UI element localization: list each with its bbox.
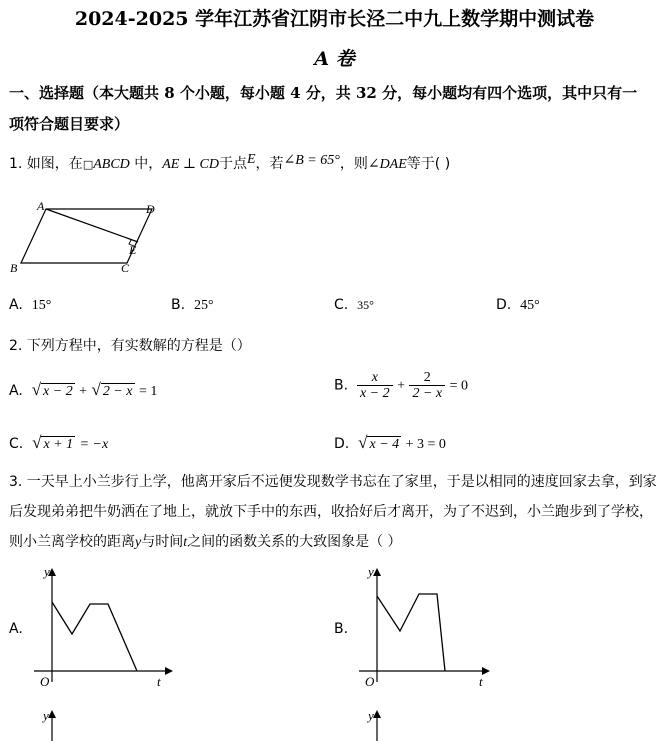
question-3-line1: 3. 一天早上小兰步行上学，他离开家后不远便发现数学书忘在了家里，于是以相同的速度回家去拿，到家 — [9, 474, 657, 490]
radical-x-minus-2: x − 2 — [43, 384, 73, 399]
axis-label-t: t — [479, 674, 483, 689]
y-axis-arrow — [373, 710, 381, 718]
q2-option-c[interactable]: C. √ x + 1 = −x — [9, 433, 109, 452]
segment-ae — [46, 209, 138, 242]
section-heading-line2: 项符合题目要求） — [9, 115, 130, 133]
y-axis-arrow — [373, 568, 381, 576]
t-axis-arrow — [165, 667, 173, 675]
q3-option-d-graph-partial — [355, 706, 395, 741]
q3-option-b-label[interactable]: B. — [334, 621, 349, 637]
parallelogram-figure — [6, 195, 176, 275]
section-heading-line1: 一、选择题（本大题共 8 个小题，每小题 4 分，共 32 分，每小题均有四个选项，其中只有一 — [9, 84, 638, 102]
fraction-2-over-2-minus-x: $\frac{2}{2 - x}$ — [409, 370, 445, 401]
document-title: 2024-2025 学年江苏省江阴市长泾二中九上数学期中测试卷 — [74, 8, 595, 30]
q1-option-c[interactable]: C. 35° — [334, 297, 374, 313]
question-2-stem: 2. 下列方程中，有实数解的方程是（） — [9, 338, 251, 354]
axis-label-t: t — [157, 674, 161, 689]
origin-label: O — [40, 674, 50, 689]
distance-time-curve — [52, 602, 137, 671]
label-a: A — [37, 199, 45, 213]
q3-option-c-graph-partial — [30, 706, 70, 741]
q1-option-a[interactable]: A. 15° — [9, 297, 52, 313]
t-axis-arrow — [482, 667, 490, 675]
distance-time-curve — [377, 594, 445, 671]
axis-label-y: y — [368, 708, 374, 723]
label-d: D — [146, 202, 155, 216]
label-c: C — [121, 261, 130, 275]
q3-option-a-graph — [30, 562, 180, 692]
q1-option-b[interactable]: B. 25° — [171, 297, 214, 313]
q2-option-b[interactable]: B. $\frac{x}{x - 2}$ + $\frac{2}{2 - x}$ = 0 — [334, 370, 468, 401]
y-axis-arrow — [48, 710, 56, 718]
origin-label: O — [365, 674, 375, 689]
q3-option-b-graph — [355, 562, 505, 692]
document-subtitle: A 卷 — [314, 48, 355, 70]
q2-option-a[interactable]: A. √ x − 2 + √ 2 − x = 1 — [9, 380, 158, 399]
q1-option-d[interactable]: D. 45° — [496, 297, 540, 313]
axis-label-y: y — [44, 564, 50, 579]
question-1-stem: 1. 如图，在□ABCD 中，AE ⊥ CD于点E，若∠B = 65°，则∠DAE等于( ) — [9, 152, 451, 172]
question-3-line2: 后发现弟弟把牛奶洒在了地上，就放下手中的东西，收拾好后才离开，为了不迟到，小兰跑步到了学校， — [9, 504, 653, 520]
radical-2-minus-x: 2 − x — [102, 384, 133, 399]
q2-option-d[interactable]: D. √ x − 4 + 3 = 0 — [334, 433, 446, 452]
parallelogram-symbol: □ — [82, 158, 94, 171]
axis-label-y: y — [43, 708, 49, 723]
radical-x-minus-4: x − 4 — [369, 437, 400, 452]
axis-label-y: y — [368, 564, 374, 579]
label-b: B — [10, 261, 18, 275]
label-e: E — [129, 243, 137, 257]
radical-x-plus-1: x + 1 — [43, 437, 74, 452]
fraction-x-over-x-minus-2: $\frac{x}{x - 2}$ — [357, 370, 393, 401]
q3-option-a-label[interactable]: A. — [9, 621, 23, 637]
question-3-line3: 则小兰离学校的距离y与时间t之间的函数关系的大致图象是（ ） — [9, 534, 402, 550]
